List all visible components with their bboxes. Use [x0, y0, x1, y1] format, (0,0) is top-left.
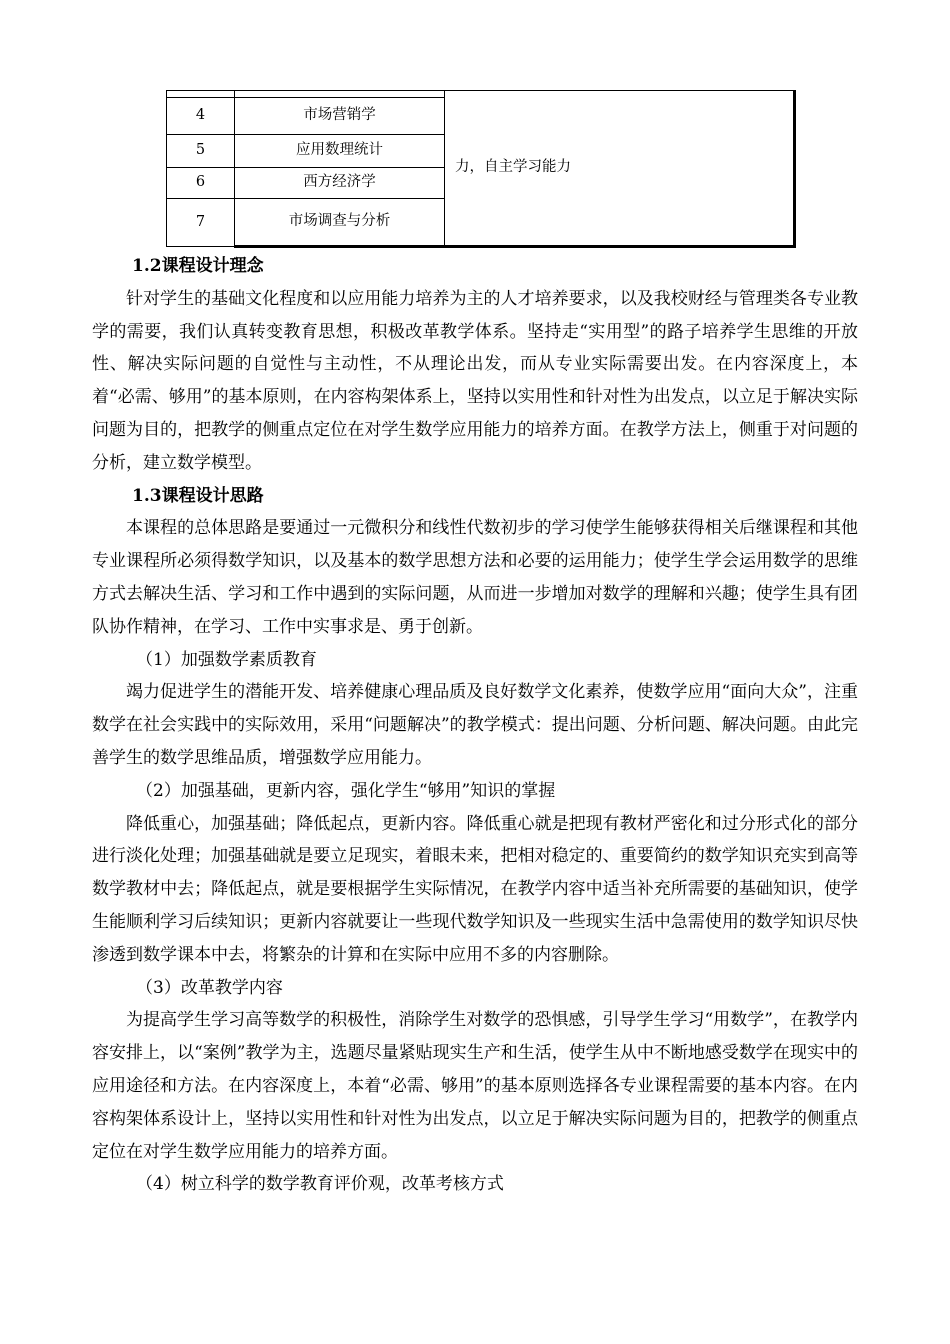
- course-table: [166, 90, 796, 248]
- course-number: 5: [167, 135, 235, 168]
- paragraph: 为提高学生学习高等数学的积极性，消除学生对数学的恐惧感，引导学生学习“用数学”，在教学内容安排上，以“案例”教学为主，选题尽量紧贴现实生产和生活，使学生从中不断地感受数学在现实中的应用途径和方法。在内容深度上，本着“必需、够用”的基本原则选择各专业课程需要的基本内容。在内容构架体系设计上，坚持以实用性和针对性为出发点，以立足于解决实际问题为目的，把教学的侧重点定位在对学生数学应用能力的培养方面。: [92, 1010, 858, 1162]
- paragraph: 竭力促进学生的潜能开发、培养健康心理品质及良好数学文化素养，使数学应用“面向大众”，注重数学在社会实践中的实际效用，采用“问题解决”的教学模式：提出问题、分析问题、解决问题。由此完善学生的数学思维品质，增强数学应用能力。: [92, 682, 858, 768]
- section-heading: 1.2课程设计理念: [132, 256, 264, 276]
- subsection-title: （1）加强数学素质教育: [136, 649, 317, 670]
- course-name: 西方经济学: [235, 168, 445, 199]
- course-name: 市场调查与分析: [235, 199, 445, 247]
- subsection-title: （2）加强基础，更新内容，强化学生“够用”知识的掌握: [136, 780, 556, 801]
- table-cell: [167, 91, 235, 98]
- course-number: 4: [167, 98, 235, 135]
- document-body: [92, 250, 858, 1201]
- course-name: 市场营销学: [235, 98, 445, 135]
- paragraph: 降低重心，加强基础；降低起点，更新内容。降低重心就是把现有教材严密化和过分形式化的部分进行淡化处理；加强基础就是要立足现实，着眼未来，把相对稳定的、重要简约的数学知识充实到高等数学教材中去；降低起点，就是要根据学生实际情况，在教学内容中适当补充所需要的基础知识，使学生能顺利学习后续知识；更新内容就要让一些现代数学知识及一些现实生活中急需使用的数学知识尽快渗透到数学课本中去，将繁杂的计算和在实际中应用不多的内容删除。: [92, 813, 858, 965]
- table-cell: [235, 91, 445, 98]
- course-number: 7: [167, 199, 235, 247]
- paragraph: 本课程的总体思路是要通过一元微积分和线性代数初步的学习使学生能够获得相关后继课程和其他专业课程所必须得数学知识，以及基本的数学思想方法和必要的运用能力；使学生学会运用数学的思维方式去解决生活、学习和工作中遇到的实际问题，从而进一步增加对数学的理解和兴趣；使学生具有团队协作精神，在学习、工作中实事求是、勇于创新。: [92, 518, 858, 637]
- section-heading: 1.3课程设计思路: [132, 485, 264, 506]
- subsection-title: （3）改革教学内容: [136, 977, 283, 998]
- table-row: [167, 91, 795, 98]
- subsection-title: （4）树立科学的数学教育评价观，改革考核方式: [136, 1174, 504, 1195]
- paragraph: 针对学生的基础文化程度和以应用能力培养为主的人才培养要求，以及我校财经与管理类各专业教学的需要，我们认真转变教育思想，积极改革教学体系。坚持走“实用型”的路子培养学生思维的开放性、解决实际问题的自觉性与主动性，不从理论出发，而从专业实际需要出发。在内容深度上，本着“必需、够用”的基本原则，在内容构架体系上，坚持以实用性和针对性为出发点，以立足于解决实际问题为目的，把教学的侧重点定位在对学生数学应用能力的培养方面。在教学方法上，侧重于对问题的分析，建立数学模型。: [92, 288, 858, 473]
- course-number: 6: [167, 168, 235, 199]
- course-name: 应用数理统计: [235, 135, 445, 168]
- merged-goal-cell: 力，自主学习能力: [445, 91, 795, 247]
